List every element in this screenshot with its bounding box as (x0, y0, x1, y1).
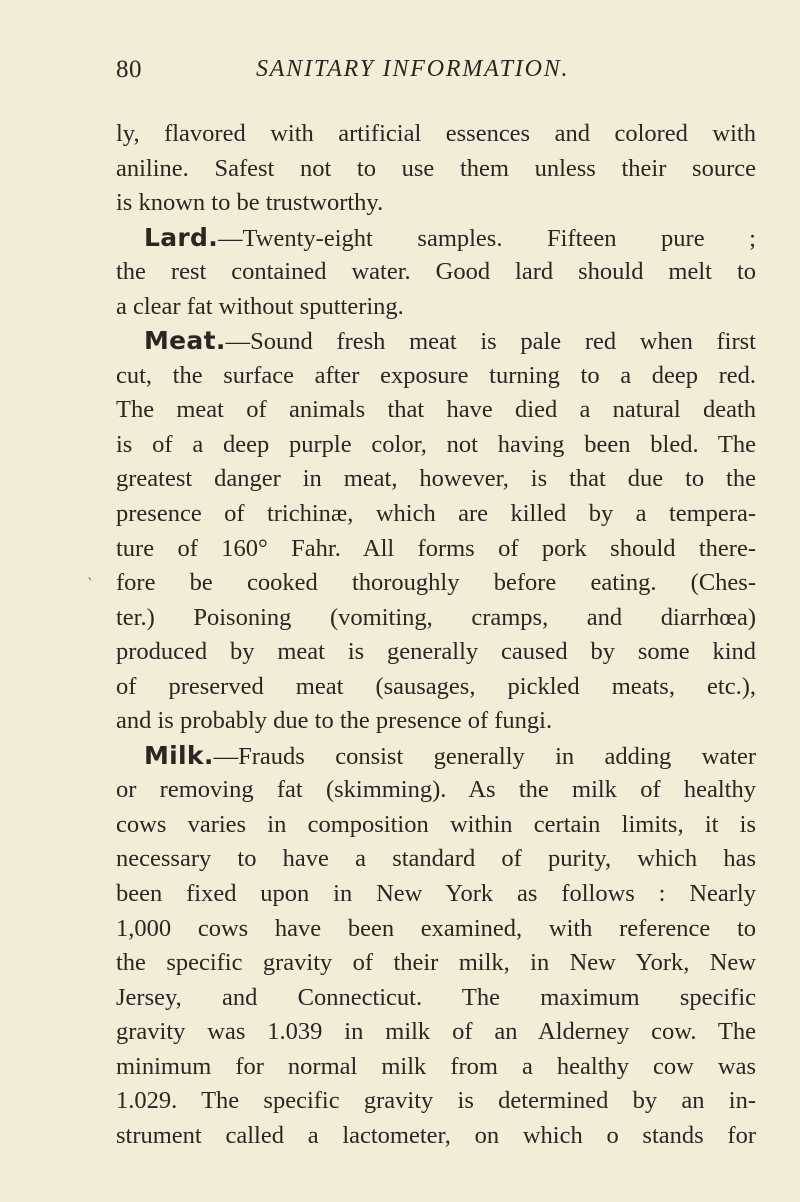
line-text: greatest danger in meat, however, is that due to the (116, 465, 756, 493)
line-text: 1.029. The specific gravity is determined by an in- (116, 1087, 756, 1115)
line-text: The meat of animals that have died a natural death (116, 396, 756, 424)
body-text (116, 117, 756, 1153)
line-text: 1,000 cows have been examined, with reference to (116, 914, 756, 942)
line-text: ture of 160° Fahr. All forms of pork should there- (116, 534, 756, 562)
text-line (116, 359, 756, 394)
text-line (116, 601, 756, 636)
line-text: —Sound fresh meat is pale red when first (225, 328, 756, 356)
text-line (116, 773, 756, 808)
section-heading: Milk. (144, 740, 214, 770)
text-line (116, 393, 756, 428)
line-text: —Frauds consist generally in adding water (213, 742, 756, 770)
text-line (116, 635, 756, 670)
line-text: been fixed upon in New York as follows : Nearly (116, 880, 756, 908)
line-text: fore be cooked thoroughly before eating. (Ches- (116, 569, 756, 597)
text-line (116, 808, 756, 843)
line-text: the specific gravity of their milk, in New York, New (116, 949, 756, 977)
text-line (116, 1119, 756, 1154)
text-line (116, 670, 756, 705)
text-line (116, 566, 756, 601)
line-text: ly, flavored with artificial essences and colored with (116, 120, 756, 147)
running-title: SANITARY INFORMATION. (256, 56, 570, 82)
margin-mark: ‵ (88, 576, 92, 593)
line-text: cut, the surface after exposure turning to a deep red. (116, 361, 756, 389)
line-text: is known to be trustworthy. (116, 189, 384, 217)
text-line (116, 946, 756, 981)
line-text: presence of trichinæ, which are killed by a tempera- (116, 500, 756, 528)
line-text: or removing fat (skimming). As the milk of healthy (116, 776, 756, 804)
line-text: necessary to have a standard of purity, which has (116, 845, 756, 873)
line-text: and is probably due to the presence of fungi. (116, 707, 553, 735)
text-line (116, 704, 756, 739)
line-text: cows varies in composition within certain limits, it is (116, 810, 756, 838)
page-header (116, 56, 756, 92)
section-start-line (116, 739, 756, 774)
page-number: 80 (116, 56, 142, 83)
text-line (116, 842, 756, 877)
line-text: minimum for normal milk from a healthy cow was (116, 1052, 756, 1080)
text-line (116, 1050, 756, 1085)
line-text: produced by meat is generally caused by some kind (116, 638, 756, 666)
line-text: of preserved meat (sausages, pickled meats, etc.), (116, 672, 756, 700)
line-text: strument called a lactometer, on which o stands for (116, 1121, 756, 1149)
line-text: —Twenty-eight samples. Fifteen pure ; (218, 224, 756, 252)
section-heading: Meat. (144, 326, 226, 356)
line-text: Jersey, and Connecticut. The maximum specific (116, 983, 756, 1011)
text-line (116, 462, 756, 497)
line-text: a clear fat without sputtering. (116, 292, 404, 320)
line-text: the rest contained water. Good lard should melt to (116, 258, 756, 286)
text-line (116, 1015, 756, 1050)
text-line (116, 532, 756, 567)
text-line (116, 186, 756, 221)
text-line (116, 290, 756, 325)
text-line (116, 117, 756, 152)
line-text: is of a deep purple color, not having been bled. The (116, 430, 756, 458)
text-line (116, 877, 756, 912)
line-text: ter.) Poisoning (vomiting, cramps, and diarrhœa) (116, 603, 756, 631)
text-line (116, 152, 756, 187)
line-text: gravity was 1.039 in milk of an Alderney cow. The (116, 1018, 756, 1046)
section-heading: Lard. (144, 222, 219, 252)
text-line (116, 428, 756, 463)
text-line (116, 1084, 756, 1119)
section-start-line (116, 221, 756, 256)
text-line (116, 255, 756, 290)
section-start-line (116, 324, 756, 359)
text-line (116, 497, 756, 532)
text-line (116, 981, 756, 1016)
line-text: aniline. Safest not to use them unless their source (116, 154, 756, 182)
text-line (116, 912, 756, 947)
